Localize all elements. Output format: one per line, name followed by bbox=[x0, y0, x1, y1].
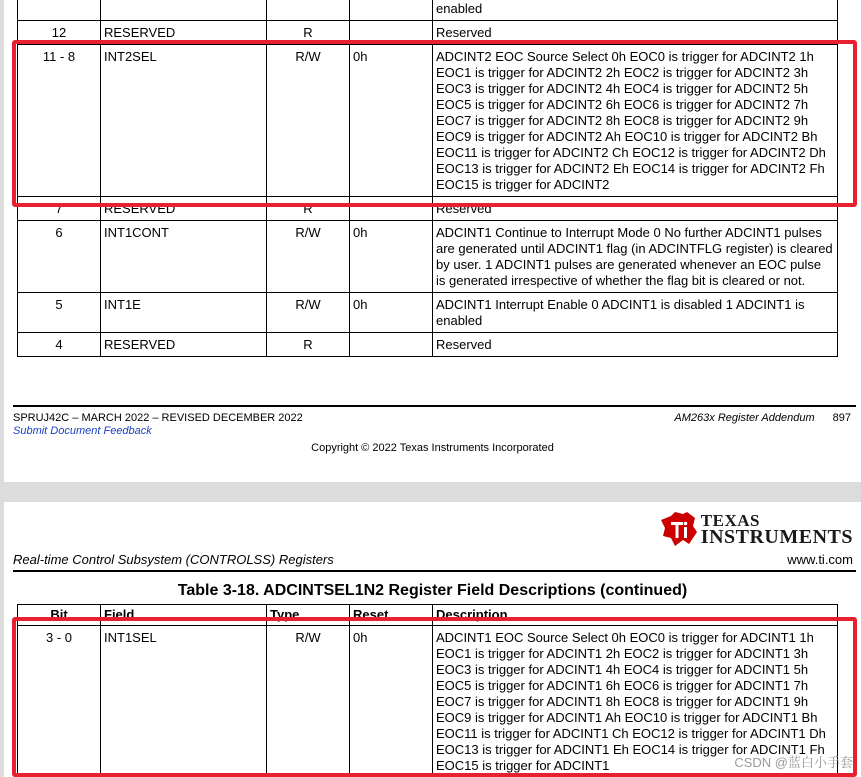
table-row bbox=[18, 293, 838, 333]
field-cell: INT1CONT bbox=[101, 221, 267, 293]
column-header-reset: Reset bbox=[350, 605, 433, 626]
footer-right bbox=[674, 412, 851, 424]
reset-cell bbox=[350, 0, 433, 21]
bit-cell: 5 bbox=[18, 293, 101, 333]
header-url-link[interactable]: www.ti.com bbox=[787, 552, 853, 567]
document-page-897 bbox=[4, 0, 861, 482]
column-header-bit: Bit bbox=[18, 605, 101, 626]
column-header-field: Field bbox=[101, 605, 267, 626]
description-cell: enabled bbox=[433, 0, 838, 21]
type-cell: R bbox=[267, 333, 350, 357]
bit-cell: 11 - 8 bbox=[18, 45, 101, 197]
reset-cell bbox=[350, 197, 433, 221]
reset-cell: 0h bbox=[350, 221, 433, 293]
bit-cell bbox=[18, 0, 101, 21]
table-row bbox=[18, 197, 838, 221]
bit-cell: 4 bbox=[18, 333, 101, 357]
document-title: AM263x Register Addendum bbox=[674, 412, 815, 424]
logo-line-instruments: INSTRUMENTS bbox=[700, 526, 853, 548]
bit-cell: 3 - 0 bbox=[18, 626, 101, 777]
reset-cell bbox=[350, 21, 433, 45]
field-cell bbox=[101, 0, 267, 21]
reset-cell: 0h bbox=[350, 293, 433, 333]
table-title: Table 3-18. ADCINTSEL1N2 Register Field Descriptions (continued) bbox=[177, 582, 688, 599]
description-cell: Reserved bbox=[433, 21, 838, 45]
ti-logo bbox=[657, 510, 853, 548]
field-cell: INT1E bbox=[101, 293, 267, 333]
type-cell bbox=[267, 0, 350, 21]
bit-cell: 7 bbox=[18, 197, 101, 221]
bit-cell: 6 bbox=[18, 221, 101, 293]
reset-cell: 0h bbox=[350, 45, 433, 197]
reset-cell bbox=[350, 333, 433, 357]
field-cell: RESERVED bbox=[101, 333, 267, 357]
type-cell: R/W bbox=[267, 293, 350, 333]
field-cell: RESERVED bbox=[101, 197, 267, 221]
description-cell: ADCINT1 EOC Source Select 0h EOC0 is trigger for ADCINT1 1h EOC1 is trigger for ADCINT1 2h EOC2 is trigger for ADCINT1 3h EOC3 is trigger for ADCINT1 4h EOC4 is trigger for ADCINT1 5h EOC5 is trigger for ADCINT1 6h EOC6 is trigger for ADCINT1 7h EOC7 is trigger for ADCINT1 8h EOC8 is trigger for ADCINT1 9h EOC9 is trigger for ADCINT1 Ah EOC10 is trigger for ADCINT1 Bh EOC11 is trigger for ADCINT1 Ch EOC12 is trigger for ADCINT1 Dh EOC13 is trigger for ADCINT1 Eh EOC14 is trigger for ADCINT1 Fh EOC15 is trigger for ADCINT1 bbox=[433, 626, 838, 777]
register-field-table-top bbox=[17, 0, 838, 357]
section-header: Real-time Control Subsystem (CONTROLSS) Registers bbox=[13, 552, 334, 567]
description-cell: ADCINT1 Continue to Interrupt Mode 0 No further ADCINT1 pulses are generated until ADCINT1 flag (in ADCINTFLG register) is cleared by user. 1 ADCINT1 pulses are generated whenever an EOC pulse is generated irrespective of whether the flag bit is cleared or not. bbox=[433, 221, 838, 293]
submit-feedback-link[interactable]: Submit Document Feedback bbox=[13, 425, 152, 437]
footer-rule bbox=[13, 405, 856, 407]
field-cell: INT2SEL bbox=[101, 45, 267, 197]
table-row bbox=[18, 221, 838, 293]
table-row bbox=[18, 45, 838, 197]
document-page-next bbox=[4, 502, 861, 777]
table-row bbox=[18, 626, 838, 777]
description-cell: Reserved bbox=[433, 197, 838, 221]
page-number: 897 bbox=[832, 412, 851, 424]
type-cell: R/W bbox=[267, 221, 350, 293]
table-row bbox=[18, 0, 838, 21]
description-cell: ADCINT1 Interrupt Enable 0 ADCINT1 is disabled 1 ADCINT1 is enabled bbox=[433, 293, 838, 333]
bit-cell: 12 bbox=[18, 21, 101, 45]
description-cell: ADCINT2 EOC Source Select 0h EOC0 is trigger for ADCINT2 1h EOC1 is trigger for ADCINT2 2h EOC2 is trigger for ADCINT2 3h EOC3 is trigger for ADCINT2 4h EOC4 is trigger for ADCINT2 5h EOC5 is trigger for ADCINT2 6h EOC6 is trigger for ADCINT2 7h EOC7 is trigger for ADCINT2 8h EOC8 is trigger for ADCINT2 9h EOC9 is trigger for ADCINT2 Ah EOC10 is trigger for ADCINT2 Bh EOC11 is trigger for ADCINT2 Ch EOC12 is trigger for ADCINT2 Dh EOC13 is trigger for ADCINT2 Eh EOC14 is trigger for ADCINT2 Fh EOC15 is trigger for ADCINT2 bbox=[433, 45, 838, 197]
table-row bbox=[18, 21, 838, 45]
register-field-table-bottom bbox=[17, 604, 838, 777]
table-row bbox=[18, 333, 838, 357]
copyright-notice: Copyright © 2022 Texas Instruments Incorporated bbox=[311, 442, 554, 454]
column-header-description: Description bbox=[433, 605, 838, 626]
logo-line-texas: TEXAS bbox=[700, 511, 760, 530]
column-header-type: Type bbox=[267, 605, 350, 626]
field-cell: INT1SEL bbox=[101, 626, 267, 777]
table-header-row bbox=[18, 605, 838, 626]
type-cell: R/W bbox=[267, 45, 350, 197]
field-cell: RESERVED bbox=[101, 21, 267, 45]
type-cell: R bbox=[267, 21, 350, 45]
type-cell: R bbox=[267, 197, 350, 221]
logo-wordmark bbox=[701, 512, 853, 546]
ti-logo-icon bbox=[657, 510, 699, 548]
footer-left bbox=[13, 412, 303, 437]
type-cell: R/W bbox=[267, 626, 350, 777]
watermark: CSDN @蓝白小手套 bbox=[734, 755, 853, 770]
description-cell: Reserved bbox=[433, 333, 838, 357]
reset-cell: 0h bbox=[350, 626, 433, 777]
header-rule bbox=[13, 570, 856, 572]
document-id: SPRUJ42C – MARCH 2022 – REVISED DECEMBER 2022 bbox=[13, 412, 303, 424]
